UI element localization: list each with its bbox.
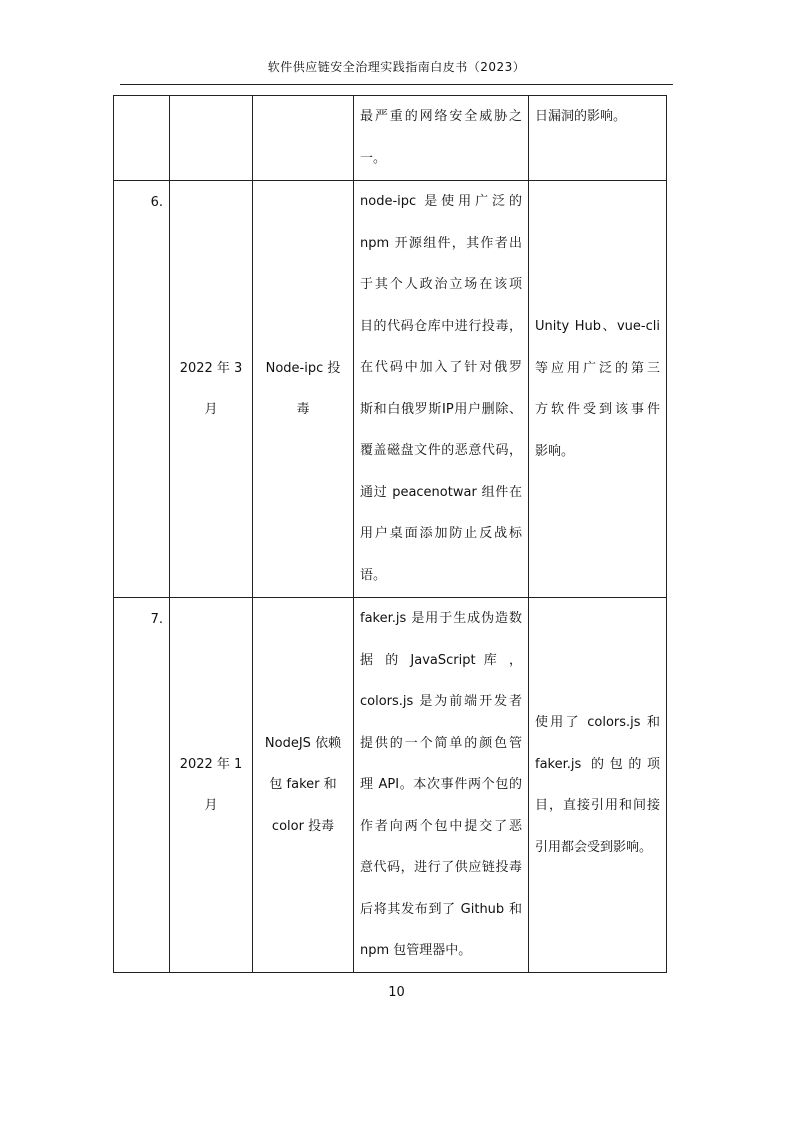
text-line: 毒 xyxy=(296,402,310,417)
cell-description xyxy=(354,181,529,598)
cell-impact xyxy=(529,96,667,181)
row-number: 7. xyxy=(150,612,163,627)
text-line: 据 的 JavaScript 库 ， xyxy=(360,652,522,668)
cell-impact xyxy=(529,181,667,598)
text-line: 斯和白俄罗斯IP用户删除、 xyxy=(360,401,522,417)
text-line: faker.js 是用于生成伪造数 xyxy=(360,611,522,626)
text-line: 月 xyxy=(204,402,218,417)
text-line: 方软件受到该事件 xyxy=(535,402,660,417)
text-line: colors.js 是为前端开发者 xyxy=(360,694,522,709)
text-line: 引用都会受到影响。 xyxy=(535,839,653,855)
table-row-7 xyxy=(114,598,667,973)
text-line: Node-ipc 投 xyxy=(265,360,341,376)
text-line: 日漏洞的影响。 xyxy=(535,109,627,124)
text-line: 2022 年 3 xyxy=(179,360,243,376)
text-line: Unity Hub、vue-cli xyxy=(535,319,660,334)
text-line: 理 API。本次事件两个包的 xyxy=(360,777,522,792)
text-line: 影响。 xyxy=(535,443,575,459)
text-line: 目的代码仓库中进行投毒， xyxy=(360,318,522,334)
cell-num xyxy=(114,598,170,973)
text-line: 在代码中加入了针对俄罗 xyxy=(360,360,522,375)
row-number: 6. xyxy=(150,195,163,210)
text-line: 作者向两个包中提交了恶 xyxy=(360,818,522,834)
text-line: NodeJS 依赖 xyxy=(264,735,342,751)
impact-lines xyxy=(529,96,666,138)
text-line: 一。 xyxy=(360,150,387,166)
date-lines xyxy=(170,744,252,827)
cell-date xyxy=(170,598,253,973)
text-line: 通过 peacenotwar 组件在 xyxy=(360,484,522,500)
description-lines xyxy=(354,598,528,972)
event-lines xyxy=(253,348,353,431)
text-line: 月 xyxy=(204,798,218,813)
description-lines xyxy=(354,96,528,179)
text-line: 使用了 colors.js 和 xyxy=(535,715,660,730)
cell-num xyxy=(114,181,170,598)
date-lines xyxy=(170,348,252,431)
text-line: 提供的一个简单的颜色管 xyxy=(360,735,522,751)
text-line: 于其个人政治立场在该项 xyxy=(360,277,522,292)
text-line: 后将其发布到了 Github 和 xyxy=(360,901,522,917)
impact-lines xyxy=(529,306,666,472)
description-lines xyxy=(354,181,528,596)
cell-event xyxy=(253,181,354,598)
cell-impact xyxy=(529,598,667,973)
header-divider xyxy=(120,84,673,85)
text-line: 目，直接引用和间接 xyxy=(535,798,660,813)
text-line: 包 faker 和 xyxy=(269,777,337,793)
cell-event xyxy=(253,96,354,181)
cell-description xyxy=(354,598,529,973)
cell-description xyxy=(354,96,529,181)
text-line: color 投毒 xyxy=(271,818,335,834)
cell-num xyxy=(114,96,170,181)
text-line: node-ipc 是使用广泛的 xyxy=(360,194,522,209)
incident-table xyxy=(113,95,667,973)
text-line: 2022 年 1 xyxy=(179,756,243,772)
text-line: 用户桌面添加防止反战标 xyxy=(360,526,522,541)
cell-date xyxy=(170,96,253,181)
table-row-6 xyxy=(114,181,667,598)
text-line: npm 开源组件，其作者出 xyxy=(360,235,522,251)
cell-event xyxy=(253,598,354,973)
text-line: 意代码，进行了供应链投毒 xyxy=(360,860,522,875)
text-line: 语。 xyxy=(360,567,387,583)
text-line: faker.js 的包的项 xyxy=(535,756,660,772)
text-line: 覆盖磁盘文件的恶意代码， xyxy=(360,443,522,458)
table-row-continuation xyxy=(114,96,667,181)
impact-lines xyxy=(529,702,666,868)
cell-date xyxy=(170,181,253,598)
page-header: 软件供应链安全治理实践指南白皮书（2023） xyxy=(267,60,526,74)
text-line: 最严重的网络安全威胁之 xyxy=(360,109,522,124)
text-line: 等应用广泛的第三 xyxy=(535,360,660,376)
text-line: npm 包管理器中。 xyxy=(360,943,472,958)
event-lines xyxy=(253,723,353,848)
page-number: 10 xyxy=(388,985,405,1000)
